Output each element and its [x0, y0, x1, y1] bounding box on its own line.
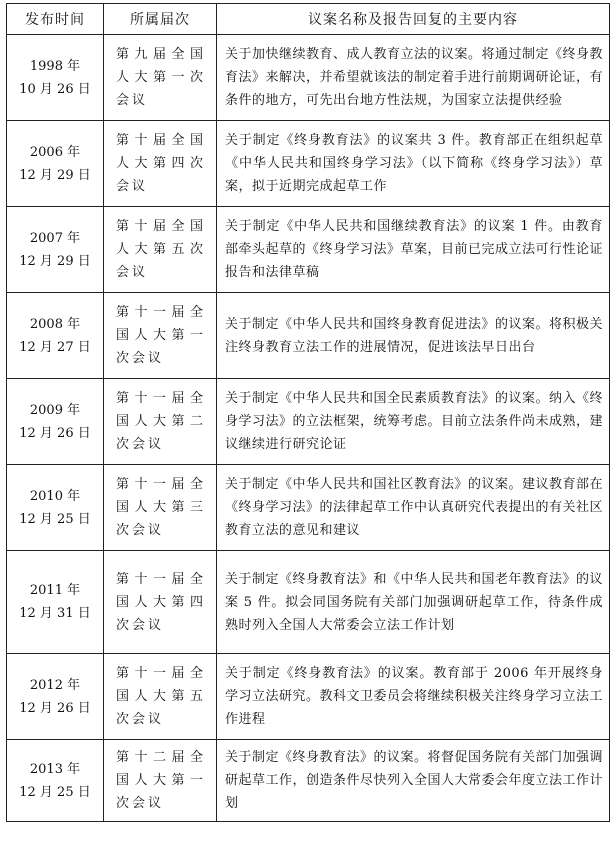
table-header-row [7, 4, 610, 35]
session-cell: 第十一届全国人大第四次会议 [104, 551, 217, 654]
date-year: 2006 年 [29, 144, 81, 160]
date-cell [7, 551, 104, 654]
session-cell: 第十一届全国人大第二次会议 [104, 379, 217, 465]
session-cell: 第十一届全国人大第三次会议 [104, 465, 217, 551]
session-cell: 第十二届全国人大第一次会议 [104, 740, 217, 822]
table-row [7, 740, 610, 822]
content-cell: 关于制定《中华人民共和国全民素质教育法》的议案。纳入《终身学习法》的立法框架，统筹考虑。目前立法条件尚未成熟，建议继续进行研究论证 [217, 379, 610, 465]
content-cell: 关于制定《中华人民共和国社区教育法》的议案。建议教育部在《终身学习法》的法律起草工作中认真研究代表提出的有关社区教育立法的意见和建议 [217, 465, 610, 551]
header-release-date: 发布时间 [7, 4, 104, 35]
session-cell: 第十届全国人大第四次会议 [104, 121, 217, 207]
table-row [7, 654, 610, 740]
table-row [7, 465, 610, 551]
date-cell [7, 740, 104, 822]
date-year: 2007 年 [29, 230, 81, 246]
session-cell: 第十一届全国人大第一次会议 [104, 293, 217, 379]
date-day: 12 月 26 日 [19, 425, 91, 441]
header-session: 所属届次 [104, 4, 217, 35]
date-cell [7, 379, 104, 465]
content-cell: 关于制定《中华人民共和国继续教育法》的议案 1 件。由教育部牵头起草的《终身学习法》草案，目前已完成立法可行性论证报告和法律草稿 [217, 207, 610, 293]
date-day: 12 月 25 日 [19, 511, 91, 527]
content-cell: 关于制定《中华人民共和国终身教育促进法》的议案。将积极关注终身教育立法工作的进展情况，促进该法早日出台 [217, 293, 610, 379]
date-year: 2009 年 [29, 402, 81, 418]
date-year: 2013 年 [29, 761, 81, 777]
content-cell: 关于制定《终身教育法》的议案。将督促国务院有关部门加强调研起草工作，创造条件尽快列入全国人大常委会年度立法工作计划 [217, 740, 610, 822]
date-day: 12 月 29 日 [19, 253, 91, 269]
content-cell: 关于加快继续教育、成人教育立法的议案。将通过制定《终身教育法》来解决，并希望就该法的制定着手进行前期调研论证，有条件的地方，可先出台地方性法规，为国家立法提供经验 [217, 35, 610, 121]
date-day: 12 月 26 日 [19, 700, 91, 716]
session-cell: 第十届全国人大第五次会议 [104, 207, 217, 293]
table-row [7, 121, 610, 207]
content-cell: 关于制定《终身教育法》和《中华人民共和国老年教育法》的议案 5 件。拟会同国务院有关部门加强调研起草工作，待条件成熟时列入全国人大常委会立法工作计划 [217, 551, 610, 654]
date-year: 2010 年 [29, 488, 81, 504]
table-row [7, 207, 610, 293]
header-content: 议案名称及报告回复的主要内容 [217, 4, 610, 35]
content-cell: 关于制定《终身教育法》的议案共 3 件。教育部正在组织起草《中华人民共和国终身学习法》（以下简称《终身学习法》）草案，拟于近期完成起草工作 [217, 121, 610, 207]
date-cell [7, 293, 104, 379]
date-day: 12 月 25 日 [19, 784, 91, 800]
content-cell: 关于制定《终身教育法》的议案。教育部于 2006 年开展终身学习立法研究。教科文卫委员会将继续积极关注终身学习立法工作进程 [217, 654, 610, 740]
date-cell [7, 121, 104, 207]
table-row [7, 35, 610, 121]
session-cell: 第十一届全国人大第五次会议 [104, 654, 217, 740]
date-day: 12 月 27 日 [19, 339, 91, 355]
date-cell [7, 465, 104, 551]
date-cell [7, 207, 104, 293]
date-cell [7, 654, 104, 740]
date-year: 1998 年 [29, 58, 81, 74]
table-row [7, 379, 610, 465]
date-year: 2008 年 [29, 316, 81, 332]
table-row [7, 551, 610, 654]
session-cell: 第九届全国人大第一次会议 [104, 35, 217, 121]
date-day: 12 月 31 日 [19, 606, 91, 621]
legislation-proposals-table [6, 3, 610, 822]
date-day: 10 月 26 日 [19, 81, 91, 97]
date-cell [7, 35, 104, 121]
date-day: 12 月 29 日 [19, 167, 91, 183]
date-year: 2012 年 [29, 677, 81, 693]
table-row [7, 293, 610, 379]
date-year: 2011 年 [29, 583, 81, 598]
